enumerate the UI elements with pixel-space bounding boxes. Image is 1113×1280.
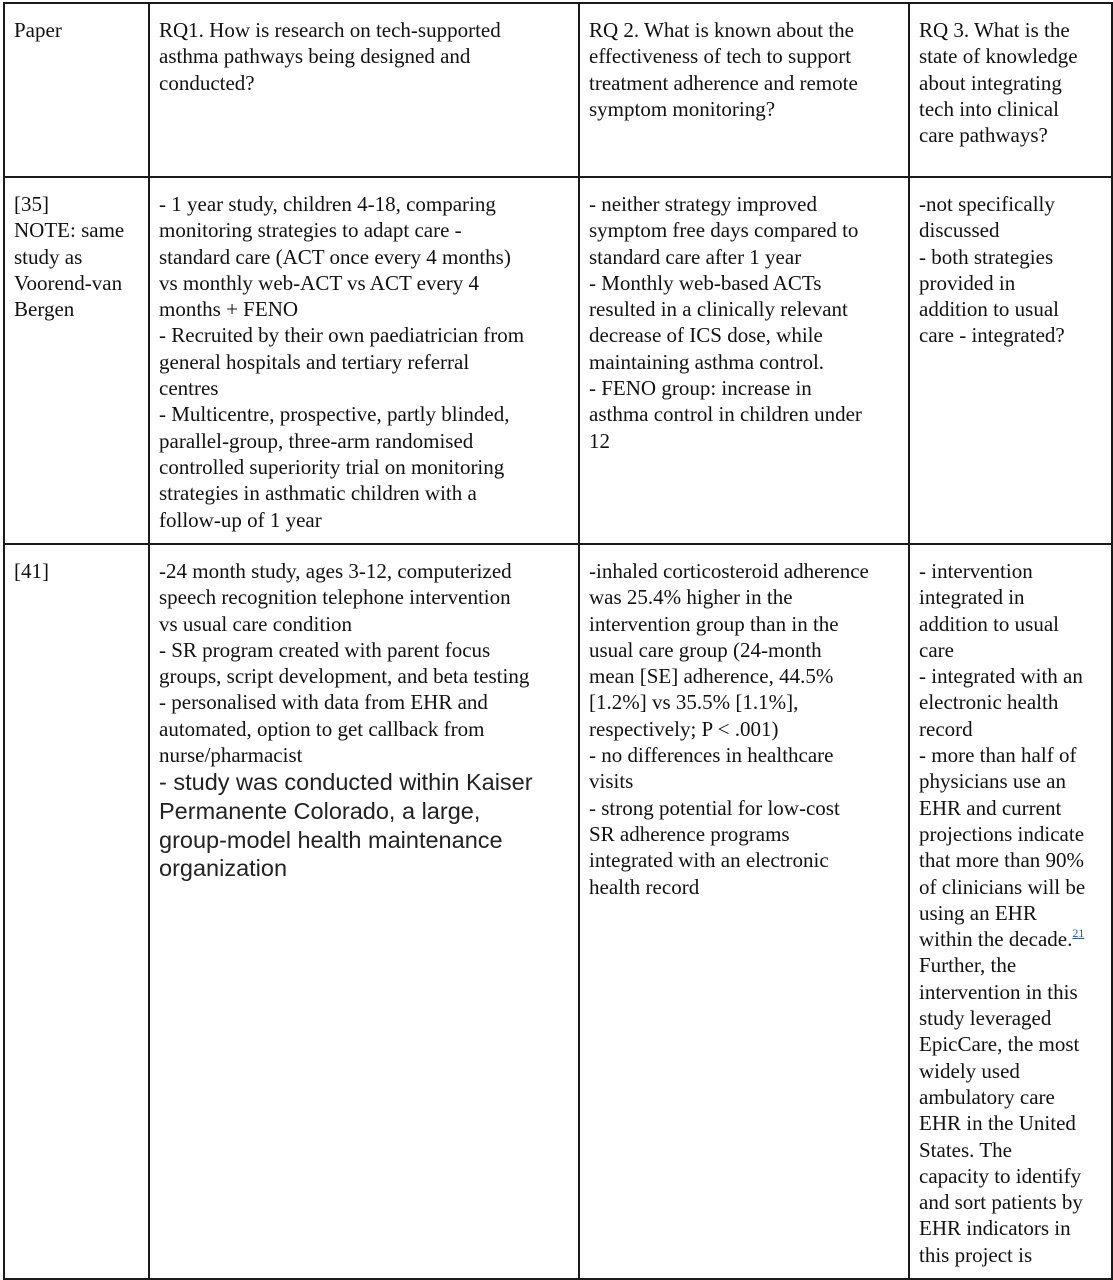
text-line: was 25.4% higher in the	[589, 585, 793, 610]
header-paper-text	[14, 17, 140, 43]
row1-paper	[4, 177, 149, 544]
text-line: of clinicians will be	[919, 874, 1086, 899]
text-line: standard care (ACT once every 4 months)	[159, 244, 511, 269]
text-line: capacity to identify	[919, 1163, 1082, 1188]
text-line: NOTE: same	[14, 218, 125, 243]
row2-paper	[4, 544, 149, 1279]
text-line: - study was conducted within Kaiser	[159, 769, 533, 796]
text-line: about integrating	[919, 70, 1062, 95]
text-line: symptom free days compared to	[589, 218, 859, 243]
text-line: care	[919, 637, 954, 662]
text-line: monitoring strategies to adapt care -	[159, 218, 462, 243]
row1-paper-text	[14, 191, 140, 322]
text-line: tech into clinical	[919, 96, 1059, 121]
text-line: - integrated with an	[919, 664, 1083, 689]
text-line: groups, script development, and beta testing	[159, 664, 530, 689]
text-line: [35]	[14, 192, 49, 216]
text-line: SR adherence programs	[589, 821, 790, 846]
text-line: asthma control in children under	[589, 402, 862, 427]
row2-rq3-text-b	[919, 952, 1103, 1268]
text-line: [1.2%] vs 35.5% [1.1%],	[589, 690, 799, 715]
citation-link[interactable]: 21	[1072, 926, 1085, 941]
text-line: - Multicentre, prospective, partly blinded,	[159, 402, 510, 427]
text-line: intervention in this	[919, 979, 1078, 1004]
research-questions-table	[3, 2, 1113, 1280]
row1-rq1	[149, 177, 579, 544]
text-line: - 1 year study, children 4-18, comparing	[159, 192, 496, 216]
header-row	[4, 3, 1112, 177]
row1-rq3	[909, 177, 1112, 544]
text-line: - both strategies	[919, 244, 1054, 269]
text-line: EHR indicators in	[919, 1216, 1071, 1241]
text-line: - Monthly web-based ACTs	[589, 270, 822, 295]
row2-rq1-sans-text	[159, 768, 570, 883]
text-line: RQ1. How is research on tech-supported	[159, 18, 501, 42]
text-line: RQ 3. What is the	[919, 18, 1070, 42]
text-line: usual care group (24-month	[589, 637, 822, 662]
row1-rq2-text	[589, 191, 900, 454]
text-line: intervention group than in the	[589, 611, 839, 636]
text-line: addition to usual	[919, 297, 1059, 322]
row2-rq2-text	[589, 558, 900, 900]
text-line: provided in	[919, 270, 1016, 295]
text-line: - neither strategy improved	[589, 192, 818, 216]
row2-rq3	[909, 544, 1112, 1279]
text-line: - FENO group: increase in	[589, 376, 812, 401]
header-rq3	[909, 3, 1112, 177]
text-line: treatment adherence and remote	[589, 70, 858, 95]
row2-rq3-ref-line-text: within the decade.	[919, 927, 1073, 952]
text-line: -24 month study, ages 3-12, computerized	[159, 559, 512, 583]
text-line: nurse/pharmacist	[159, 743, 303, 768]
text-line: widely used	[919, 1058, 1020, 1083]
text-line: vs monthly web-ACT vs ACT every 4	[159, 270, 480, 295]
text-line: that more than 90%	[919, 848, 1085, 873]
text-line: months + FENO	[159, 297, 299, 322]
text-line: automated, option to get callback from	[159, 716, 485, 741]
text-line: Paper	[14, 18, 62, 42]
row2-rq3-text-a	[919, 558, 1103, 926]
text-line: Bergen	[14, 297, 75, 322]
text-line: parallel-group, three-arm randomised	[159, 428, 474, 453]
text-line: integrated in	[919, 585, 1025, 610]
text-line: discussed	[919, 218, 1000, 243]
text-line: speech recognition telephone intervention	[159, 585, 511, 610]
text-line: EpicCare, the most	[919, 1032, 1080, 1057]
text-line: and sort patients by	[919, 1190, 1083, 1215]
text-line: 12	[589, 428, 610, 453]
text-line: [41]	[14, 559, 49, 583]
row2-rq1-text	[159, 558, 570, 768]
header-paper	[4, 3, 149, 177]
text-line: - strong potential for low-cost	[589, 795, 840, 820]
text-line: using an EHR	[919, 900, 1037, 925]
text-line: -inhaled corticosteroid adherence	[589, 559, 869, 583]
text-line: States. The	[919, 1137, 1012, 1162]
text-line: study leveraged	[919, 1006, 1052, 1031]
text-line: decrease of ICS dose, while	[589, 323, 823, 348]
text-line: mean [SE] adherence, 44.5%	[589, 664, 834, 689]
text-line: strategies in asthmatic children with a	[159, 481, 477, 506]
row1-rq3-text	[919, 191, 1103, 349]
text-line: this project is	[919, 1242, 1033, 1267]
header-rq1-text	[159, 17, 570, 96]
table-row	[4, 177, 1112, 544]
text-line: - more than half of	[919, 743, 1077, 768]
text-line: care - integrated?	[919, 323, 1065, 348]
text-line: standard care after 1 year	[589, 244, 802, 269]
text-line: - SR program created with parent focus	[159, 637, 491, 662]
text-line: EHR and current	[919, 795, 1062, 820]
header-rq1	[149, 3, 579, 177]
header-rq3-text	[919, 17, 1103, 148]
text-line: visits	[589, 769, 634, 794]
text-line: - no differences in healthcare	[589, 743, 834, 768]
text-line: asthma pathways being designed and	[159, 44, 471, 69]
text-line: care pathways?	[919, 123, 1048, 148]
text-line: EHR in the United	[919, 1111, 1076, 1136]
text-line: vs usual care condition	[159, 611, 353, 636]
text-line: record	[919, 716, 973, 741]
row2-rq2	[579, 544, 909, 1279]
citation-21[interactable]	[1072, 926, 1084, 940]
header-rq2	[579, 3, 909, 177]
text-line: respectively; P < .001)	[589, 716, 779, 741]
text-line: centres	[159, 376, 219, 401]
text-line: maintaining asthma control.	[589, 349, 825, 374]
text-line: general hospitals and tertiary referral	[159, 349, 470, 374]
text-line: conducted?	[159, 70, 255, 95]
row2-paper-text	[14, 558, 140, 584]
text-line: Further, the	[919, 953, 1017, 978]
text-line: physicians use an	[919, 769, 1066, 794]
row1-rq1-text	[159, 191, 570, 533]
text-line: projections indicate	[919, 821, 1085, 846]
text-line: integrated with an electronic	[589, 848, 829, 873]
text-line: group-model health maintenance	[159, 826, 503, 853]
text-line: resulted in a clinically relevant	[589, 297, 848, 322]
text-line: symptom monitoring?	[589, 96, 776, 121]
row2-rq3-ref-line	[919, 926, 1103, 952]
row2-rq1	[149, 544, 579, 1279]
text-line: study as	[14, 244, 83, 269]
text-line: - personalised with data from EHR and	[159, 690, 488, 715]
text-line: state of knowledge	[919, 44, 1078, 69]
text-line: controlled superiority trial on monitoring	[159, 454, 505, 479]
text-line: ambulatory care	[919, 1084, 1055, 1109]
text-line: - intervention	[919, 559, 1033, 583]
table-row	[4, 544, 1112, 1279]
header-rq2-text	[589, 17, 900, 122]
text-line: - Recruited by their own paediatrician from	[159, 323, 525, 348]
text-line: -not specifically	[919, 192, 1055, 216]
row1-rq2	[579, 177, 909, 544]
text-line: health record	[589, 874, 700, 899]
text-line: follow-up of 1 year	[159, 507, 322, 532]
text-line: effectiveness of tech to support	[589, 44, 852, 69]
text-line: Permanente Colorado, a large,	[159, 798, 481, 825]
text-line: electronic health	[919, 690, 1059, 715]
text-line: organization	[159, 855, 288, 882]
text-line: Voorend-van	[14, 270, 123, 295]
text-line: addition to usual	[919, 611, 1059, 636]
text-line: RQ 2. What is known about the	[589, 18, 855, 42]
